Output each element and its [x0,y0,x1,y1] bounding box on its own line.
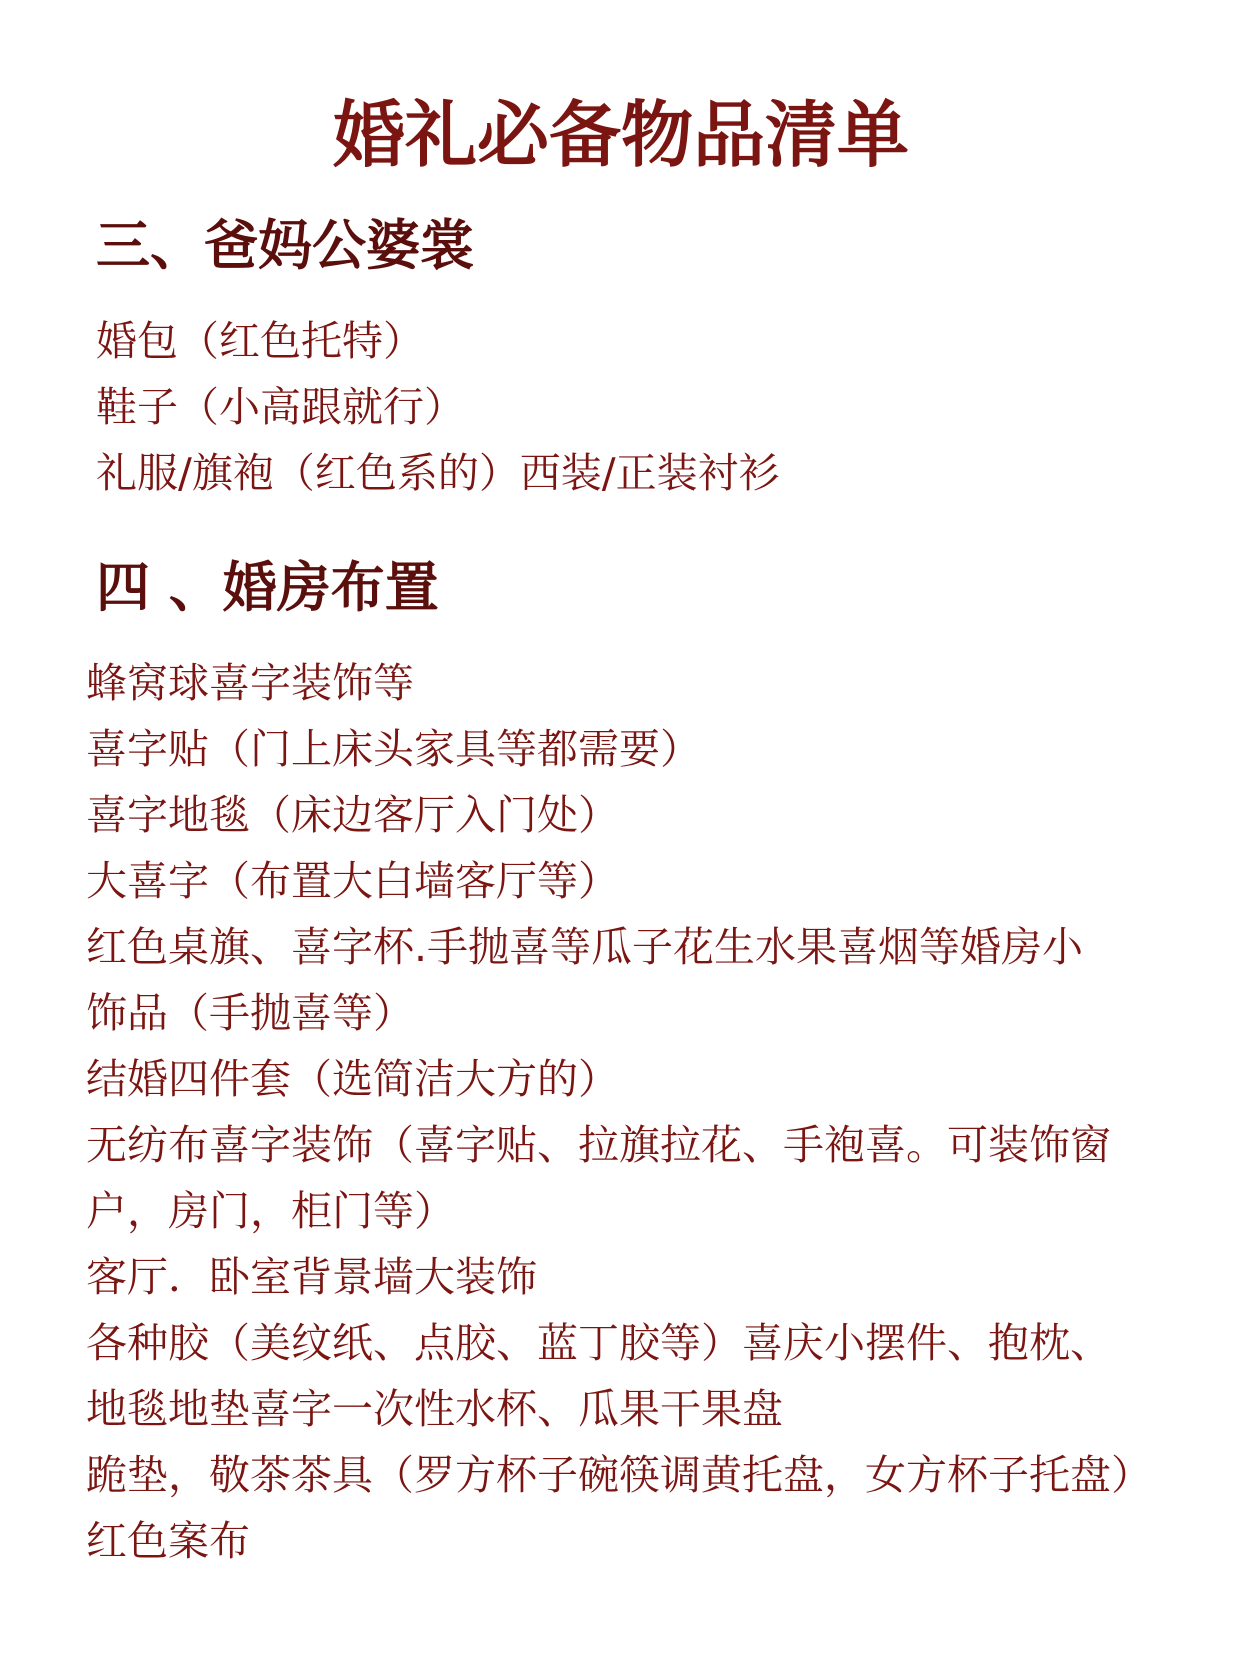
parents-items-list [96,308,780,506]
list-item: 客厅．卧室背景墙大装饰 [86,1253,537,1301]
list-item: 跪垫，敬茶茶具（罗方杯子碗筷调黄托盘，女方杯子托盘） [86,1451,1152,1499]
list-item: 礼服/旗袍（红色系的）西装/正装衬衫 [96,449,780,497]
list-item-continuation: 地毯地垫喜字一次性水杯、瓜果干果盘 [86,1385,783,1433]
list-item: 喜字贴（门上床头家具等都需要） [86,725,701,773]
list-item: 鞋子（小高跟就行） [96,383,465,431]
list-item: 无纺布喜字装饰（喜字贴、拉旗拉花、手袍喜。可装饰窗 [86,1121,1111,1169]
section-heading-parents: 三、爸妈公婆裳 [96,214,474,277]
page-title: 婚礼必备物品清单 [332,93,909,177]
list-item: 各种胶（美纹纸、点胶、蓝丁胶等）喜庆小摆件、抱枕、 [86,1319,1111,1367]
list-item-continuation: 饰品（手抛喜等） [86,989,414,1037]
list-item: 红色桌旗、喜字杯.手抛喜等瓜子花生水果喜烟等婚房小 [86,923,1084,971]
list-item: 结婚四件套（选简洁大方的） [86,1055,619,1103]
list-item: 喜字地毯（床边客厅入门处） [86,791,619,839]
section-heading-wedding-room: 四 、婚房布置 [96,556,439,619]
list-item: 蜂窝球喜字装饰等 [86,659,414,707]
wedding-room-items-list [86,650,1196,1574]
list-item: 婚包（红色托特） [96,317,424,365]
list-item-continuation: 户，房门，柜门等） [86,1187,455,1235]
list-item: 大喜字（布置大白墙客厅等） [86,857,619,905]
list-item: 红色案布 [86,1517,250,1565]
